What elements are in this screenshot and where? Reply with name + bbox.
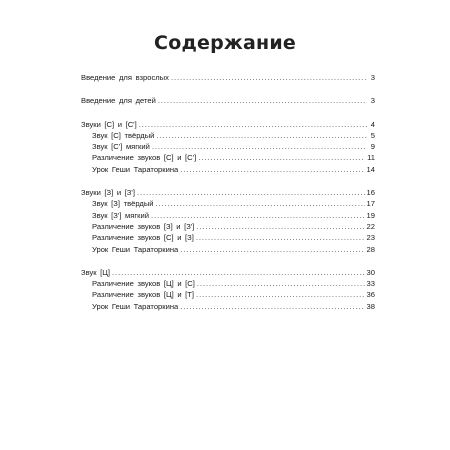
toc-leader-dots [151, 210, 365, 221]
toc-entry [81, 72, 375, 83]
toc-subentry [81, 198, 375, 209]
toc-subentry [81, 244, 375, 255]
toc-page-number: 33 [366, 279, 375, 289]
toc-leader-dots [196, 221, 364, 232]
toc-subentry [81, 130, 375, 141]
toc-entry [81, 95, 375, 106]
toc-page-number: 9 [370, 142, 375, 152]
page-title: Содержание [154, 32, 296, 54]
toc-entry [81, 187, 375, 198]
toc-entry-label: Различение звуков [Ц] и [С] [92, 279, 195, 289]
toc-page-number: 19 [366, 210, 375, 220]
toc-leader-dots [198, 152, 365, 163]
table-of-contents [81, 72, 375, 312]
toc-entry-label: Различение звуков [Ц] и [Т] [92, 290, 195, 300]
toc-entry [81, 267, 375, 278]
toc-leader-dots [112, 267, 365, 278]
toc-subentry [81, 164, 375, 175]
toc-entry-label: Звуки [С] и [С'] [81, 119, 137, 129]
toc-page-number: 28 [366, 244, 375, 254]
toc-section [81, 187, 375, 255]
toc-leader-dots [158, 95, 367, 106]
toc-page-number: 36 [366, 290, 375, 300]
toc-entry-label: Различение звуков [С] и [З] [92, 233, 194, 243]
toc-section [81, 72, 375, 83]
toc-section [81, 119, 375, 175]
toc-entry [81, 119, 375, 130]
toc-section [81, 95, 375, 106]
toc-subentry [81, 301, 375, 312]
toc-entry-label: Различение звуков [С] и [С'] [92, 153, 197, 163]
toc-subentry [81, 141, 375, 152]
toc-subentry [81, 232, 375, 243]
toc-entry-label: Урок Геши Тараторкина [92, 164, 179, 174]
toc-leader-dots [180, 244, 364, 255]
toc-leader-dots [152, 141, 367, 152]
toc-page-number: 16 [366, 188, 375, 198]
toc-subentry [81, 278, 375, 289]
toc-leader-dots [196, 232, 365, 243]
toc-subentry [81, 210, 375, 221]
toc-leader-dots [180, 301, 364, 312]
toc-entry-label: Звук [З] твёрдый [92, 199, 154, 209]
toc-leader-dots [197, 278, 365, 289]
toc-page-number: 38 [366, 301, 375, 311]
toc-entry-label: Звук [З'] мягкий [92, 210, 149, 220]
toc-page-number: 11 [367, 153, 375, 163]
toc-page-number: 3 [370, 96, 375, 106]
toc-entry-label: Урок Геши Тараторкина [92, 244, 179, 254]
toc-leader-dots [180, 164, 364, 175]
toc-page-number: 14 [366, 164, 375, 174]
toc-page-number: 17 [366, 199, 375, 209]
toc-page-number: 22 [366, 221, 375, 231]
toc-leader-dots [196, 289, 365, 300]
toc-page-number: 23 [366, 233, 375, 243]
toc-section [81, 267, 375, 312]
toc-leader-dots [156, 130, 367, 141]
toc-subentry [81, 152, 375, 163]
toc-page-number: 4 [370, 119, 375, 129]
toc-page-number: 5 [370, 130, 375, 140]
toc-entry-label: Звук [С] твёрдый [92, 130, 155, 140]
toc-subentry [81, 289, 375, 300]
toc-leader-dots [139, 119, 367, 130]
toc-page-number: 30 [366, 267, 375, 277]
toc-entry-label: Введение для детей [81, 96, 156, 106]
toc-leader-dots [137, 187, 365, 198]
toc-page-number: 3 [370, 73, 375, 82]
toc-entry-label: Звук [С'] мягкий [92, 142, 150, 152]
toc-entry-label: Звуки [З] и [З'] [81, 188, 135, 198]
toc-leader-dots [156, 198, 365, 209]
toc-subentry [81, 221, 375, 232]
toc-entry-label: Звук [Ц] [81, 267, 111, 277]
toc-entry-label: Различение звуков [З] и [З'] [92, 221, 195, 231]
toc-leader-dots [171, 72, 367, 83]
toc-entry-label: Введение для взрослых [81, 73, 169, 82]
toc-entry-label: Урок Геши Тараторкина [92, 301, 179, 311]
